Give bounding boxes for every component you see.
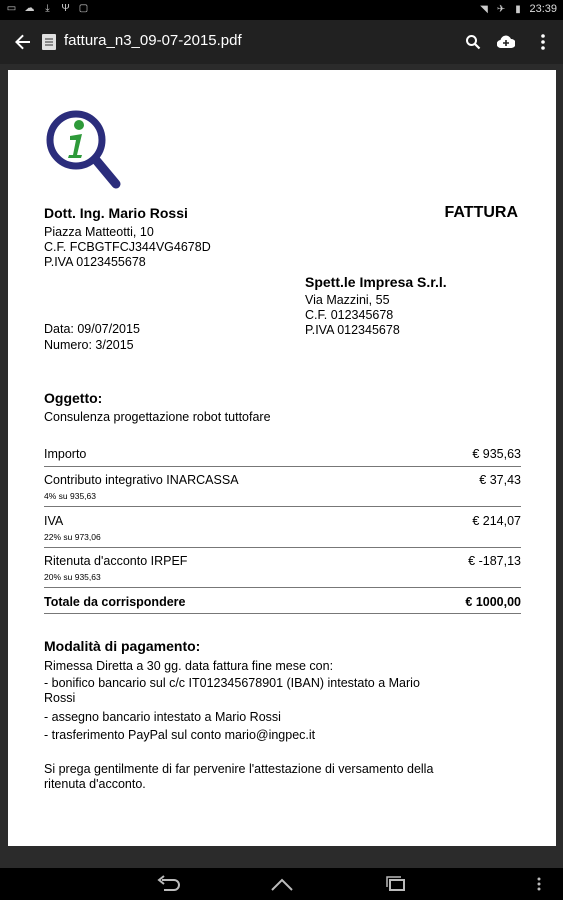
notification-icons — [6, 3, 89, 14]
payment-title: Modalità di pagamento: — [44, 638, 201, 654]
sender-name: Dott. Ing. Mario Rossi — [44, 205, 188, 221]
total-value: € 1000,00 — [465, 595, 521, 609]
invoice-date: Data: 09/07/2015 — [44, 322, 140, 336]
navigation-bar — [0, 868, 563, 900]
info-magnifier-logo — [44, 110, 124, 190]
back-arrow-icon[interactable] — [12, 31, 34, 53]
drive-add-icon[interactable] — [494, 30, 518, 54]
payment-item-bonifico-cont: Rossi — [44, 691, 76, 705]
row-iva-value: € 214,07 — [472, 514, 521, 528]
overflow-menu-icon[interactable] — [531, 30, 555, 54]
closing-note: Si prega gentilmente di far pervenire l'attestazione di versamento della — [44, 762, 434, 776]
row-ritenuta-note: 20% su 935,63 — [44, 572, 101, 582]
sender-address: Piazza Matteotti, 10 — [44, 225, 154, 239]
file-name-title: fattura_n3_09-07-2015.pdf — [64, 32, 242, 49]
closing-note-cont: ritenuta d'acconto. — [44, 777, 146, 791]
recents-nav-icon[interactable] — [382, 874, 410, 894]
subject-label: Oggetto: — [44, 390, 103, 406]
menu-nav-icon[interactable] — [536, 874, 546, 894]
system-icons — [478, 3, 557, 15]
payment-item-assegno: - assegno bancario intestato a Mario Rossi — [44, 710, 281, 724]
row-ritenuta-value: € -187,13 — [468, 554, 521, 568]
document-icon — [42, 34, 56, 50]
payment-item-bonifico: - bonifico bancario sul c/c IT012345678901 (IBAN) intestato a Mario — [44, 676, 420, 690]
wifi-icon: ◥ — [480, 3, 488, 15]
row-divider — [44, 613, 521, 614]
row-iva-label: IVA — [44, 514, 64, 528]
recipient-address: Via Mazzini, 55 — [305, 293, 390, 307]
recipient-cf: C.F. 012345678 — [305, 308, 394, 322]
cloud-notification-icon: ☁ — [24, 3, 35, 14]
row-inarcassa-label: Contributo integrativo INARCASSA — [44, 473, 239, 487]
battery-icon: ▮ — [515, 3, 521, 15]
sender-cf: C.F. FCBGTFCJ344VG4678D — [44, 240, 211, 254]
document-title: FATTURA — [444, 204, 518, 221]
row-iva-note: 22% su 973,06 — [44, 532, 101, 542]
row-importo-value: € 935,63 — [472, 447, 521, 461]
download-notification-icon: ⤓ — [45, 3, 50, 14]
image-notification-icon: ▭ — [6, 3, 17, 14]
row-inarcassa-note: 4% su 935,63 — [44, 491, 96, 501]
sender-piva: P.IVA 0123455678 — [44, 255, 146, 269]
row-inarcassa-value: € 37,43 — [479, 473, 521, 487]
row-divider — [44, 466, 521, 467]
file-notification-icon: ▢ — [78, 3, 89, 14]
status-time: 23:39 — [529, 3, 557, 15]
invoice-number: Numero: 3/2015 — [44, 338, 134, 352]
airplane-mode-icon: ✈ — [496, 3, 506, 15]
row-divider — [44, 506, 521, 507]
home-nav-icon[interactable] — [268, 874, 296, 894]
subject-text: Consulenza progettazione robot tuttofare — [44, 410, 271, 424]
row-ritenuta-label: Ritenuta d'acconto IRPEF — [44, 554, 188, 568]
pdf-page[interactable] — [8, 70, 556, 846]
search-icon[interactable] — [461, 30, 485, 54]
payment-intro: Rimessa Diretta a 30 gg. data fattura fine mese con: — [44, 659, 334, 673]
payment-item-paypal: - trasferimento PayPal sul conto mario@ingpec.it — [44, 728, 316, 742]
usb-notification-icon: Ψ — [61, 3, 70, 14]
row-divider — [44, 547, 521, 548]
back-nav-icon[interactable] — [154, 874, 182, 894]
app-bar — [0, 20, 563, 64]
recipient-name: Spett.le Impresa S.r.l. — [305, 274, 447, 290]
row-divider — [44, 587, 521, 588]
status-bar — [0, 0, 563, 20]
total-label: Totale da corrispondere — [44, 595, 186, 609]
recipient-piva: P.IVA 012345678 — [305, 323, 400, 337]
row-importo-label: Importo — [44, 447, 87, 461]
